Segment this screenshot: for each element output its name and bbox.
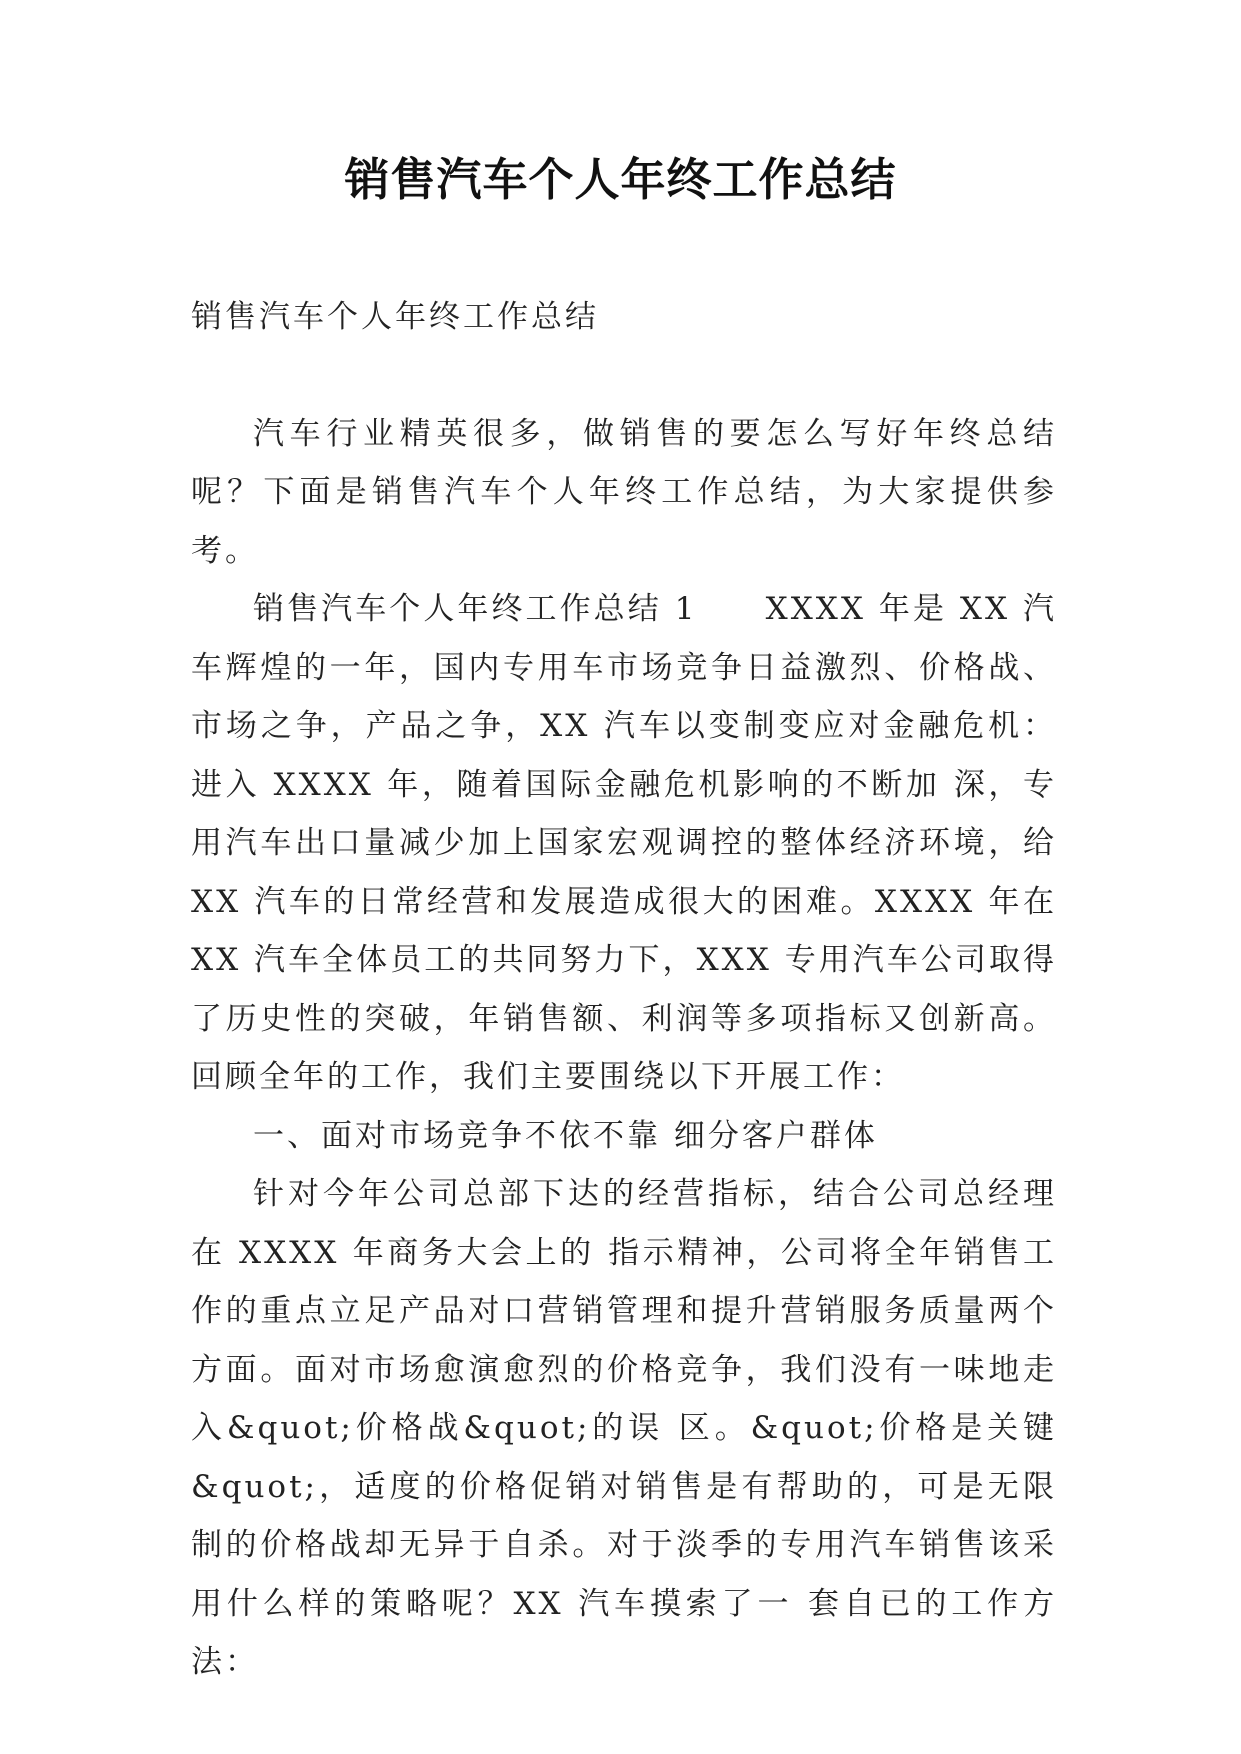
- paragraph-summary-1: 销售汽车个人年终工作总结 1 XXXX 年是 XX 汽车辉煌的一年，国内专用车市场竞争日益激烈、价格战、市场之争，产品之争，XX 汽车以变制变应对金融危机：进入 XXXX 年，随着国际金融危机影响的不断加 深，专用汽车出口量减少加上国家宏观调控的整体经济环境，给 XX 汽车的日常经营和发展造成很大的困难。XXXX 年在 XX 汽车全体员工的共同努力下，XXX 专用汽车公司取得了历史性的突破，年销售额、利润等多项指标又创新高。回顾全年的工作，我们主要围绕以下开展工作：: [191, 591, 1057, 1095]
- document-title: 销售汽车个人年终工作总结: [344, 153, 897, 206]
- paragraph-intro: 汽车行业精英很多，做销售的要怎么写好年终总结呢？下面是销售汽车个人年终工作总结，为大家提供参考。: [191, 415, 1057, 569]
- paragraph-strategy: 针对今年公司总部下达的经营指标，结合公司总经理在 XXXX 年商务大会上的 指示精神，公司将全年销售工作的重点立足产品对口营销管理和提升营销服务质量两个方面。面对市场愈演愈烈的价格竞争，我们没有一味地走入&quot;价格战&quot;的误 区。&quot;价格是关键&quot;，适度的价格促销对销售是有帮助的，可是无限制的价格战却无异于自杀。对于淡季的专用汽车销售该采用什么样的策略呢？XX 汽车摸索了一 套自已的工作方法：: [191, 1176, 1057, 1680]
- document-subtitle: 销售汽车个人年终工作总结: [191, 299, 599, 335]
- document-body: [191, 288, 1057, 1692]
- section-heading-1: 一、面对市场竞争不依不靠 细分客户群体: [253, 1117, 878, 1154]
